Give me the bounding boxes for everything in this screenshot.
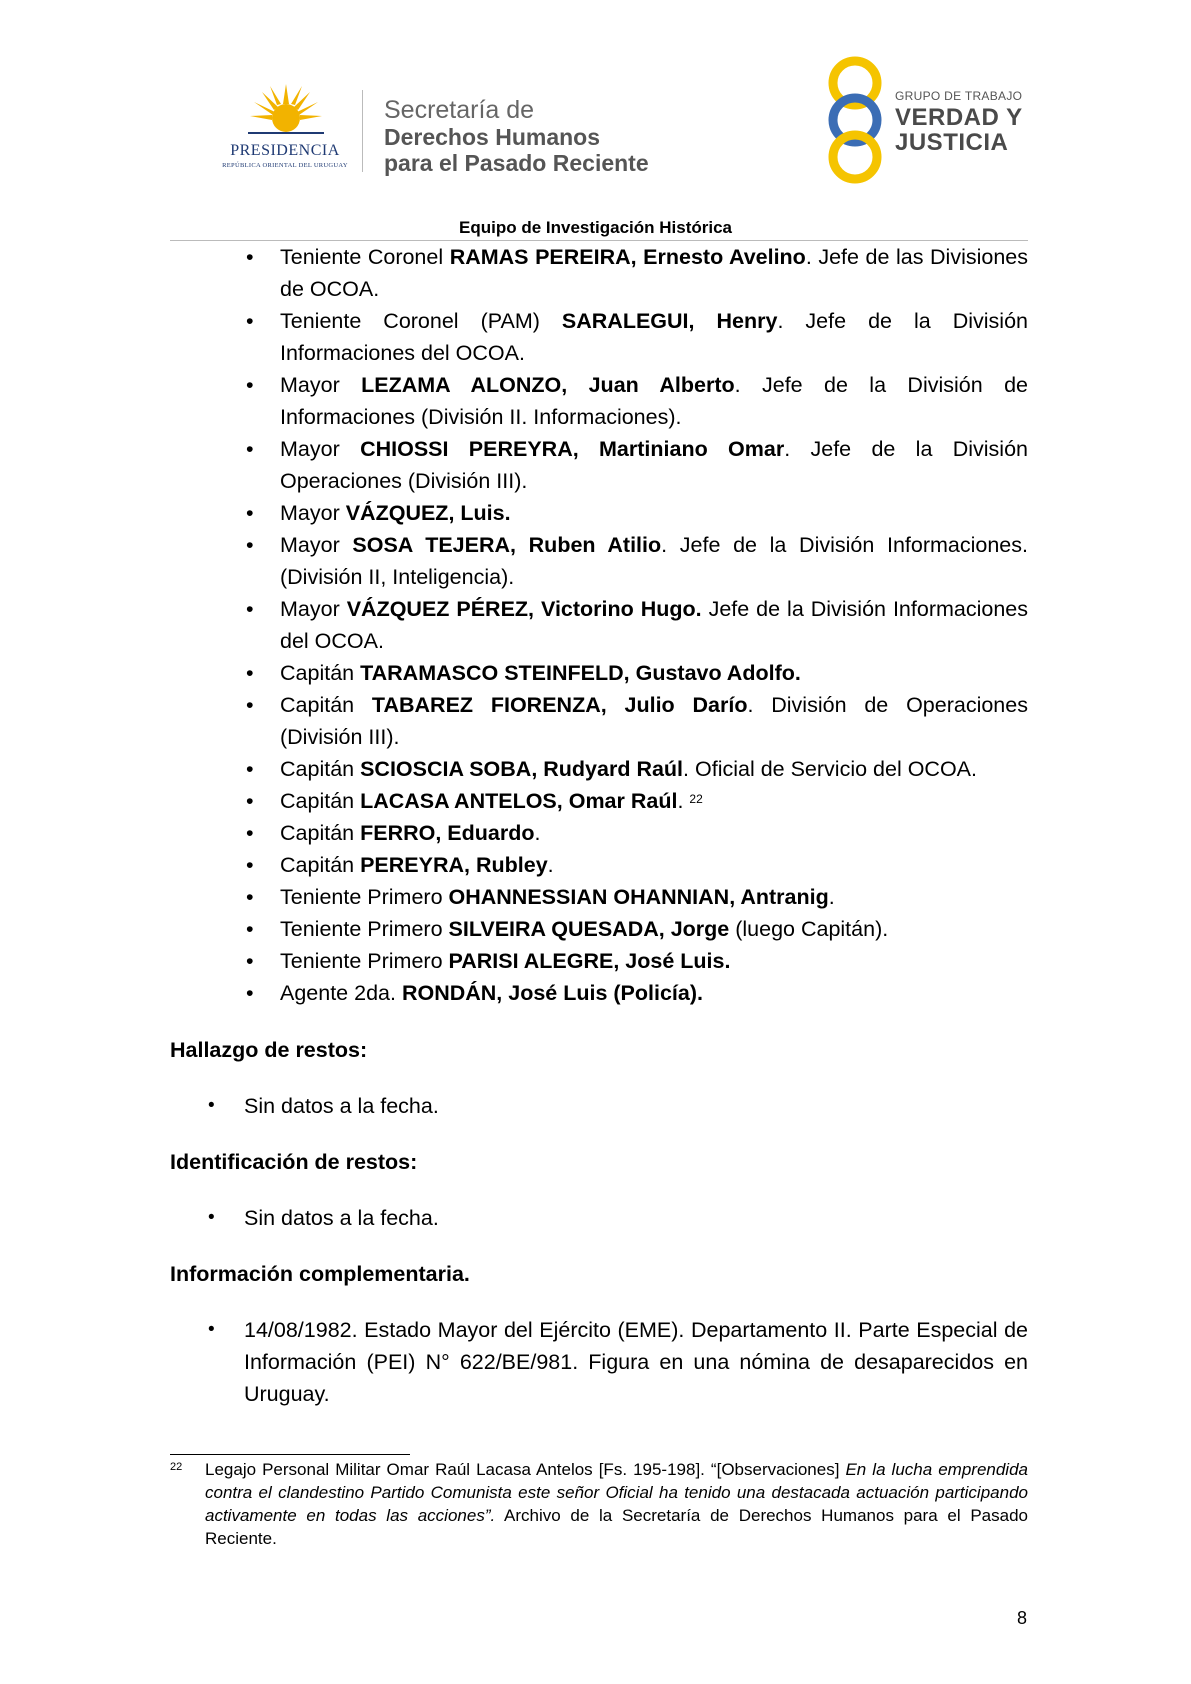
team-title: Equipo de Investigación Histórica	[459, 218, 732, 237]
officer-item	[170, 817, 1028, 849]
officer-item	[170, 881, 1028, 913]
officer-rank: Agente 2da.	[280, 981, 402, 1005]
officer-rank: Mayor	[280, 373, 362, 397]
officer-name: SCIOSCIA SOBA, Rudyard Raúl	[360, 757, 684, 781]
page-content	[170, 241, 1028, 1410]
officer-name: LEZAMA ALONZO, Juan Alberto	[361, 373, 735, 397]
officer-role: (luego Capitán).	[729, 917, 889, 941]
secretaria-line1: Secretaría de	[384, 96, 535, 124]
officer-item	[170, 977, 1028, 1009]
page-header	[0, 0, 1191, 237]
officer-rank: Mayor	[280, 597, 347, 621]
officer-rank: Teniente Primero	[280, 949, 449, 973]
officer-rank: Capitán	[280, 757, 361, 781]
officer-role: . Oficial de Servicio del OCOA.	[683, 757, 977, 781]
logo-divider	[362, 90, 363, 172]
identificacion-heading: Identificación de restos:	[170, 1150, 418, 1174]
justicia-label: JUSTICIA	[895, 129, 1009, 156]
officer-rank: Teniente Coronel	[280, 245, 450, 269]
officer-rank: Capitán	[280, 789, 361, 813]
officer-item	[170, 753, 1028, 785]
officer-rank: Capitán	[280, 693, 372, 717]
officer-list	[170, 241, 1028, 1009]
footnote-text-end: Archivo de la Secretaría de Derechos Humanos para el Pasado Reciente.	[205, 1506, 1028, 1548]
footnote-number: 22	[170, 1461, 183, 1473]
officer-name: SOSA TEJERA, Ruben Atilio	[352, 533, 662, 557]
footnote-quote: En la lucha emprendida contra el clandestino Partido Comunista este señor Oficial ha tenido una destacada actuación participando activamente en todas las acciones”.	[205, 1460, 1028, 1525]
hallazgo-heading: Hallazgo de restos:	[170, 1038, 368, 1062]
officer-rank: Mayor	[280, 501, 346, 525]
officer-role: .	[677, 789, 690, 813]
officer-role: .	[828, 885, 835, 909]
officer-name: PEREYRA, Rubley	[360, 853, 548, 877]
officer-item	[170, 433, 1028, 497]
verdad-label: VERDAD Y	[895, 104, 1023, 131]
officer-item	[170, 241, 1028, 305]
officer-role: . División de Operaciones (División III).	[280, 693, 1028, 749]
officer-item	[170, 913, 1028, 945]
grupo-label: GRUPO DE TRABAJO	[895, 89, 1023, 103]
presidencia-subtitle: REPÚBLICA ORIENTAL DEL URUGUAY	[222, 162, 348, 169]
officer-role: . Jefe de la División de Informaciones (División II. Informaciones).	[280, 373, 1028, 429]
officer-rank: Capitán	[280, 821, 361, 845]
page-number: 8	[1017, 1608, 1028, 1628]
officer-rank: Teniente Primero	[280, 885, 449, 909]
secretaria-logo	[384, 96, 649, 176]
officer-item	[170, 657, 1028, 689]
footnote-text	[205, 1458, 1028, 1550]
officer-role: .	[547, 853, 554, 877]
officer-rank: Capitán	[280, 853, 361, 877]
verdad-justicia-logo	[820, 55, 1030, 185]
officer-name: CHIOSSI PEREYRA, Martiniano Omar	[360, 437, 785, 461]
sun-icon	[248, 82, 324, 142]
footnote-rule	[170, 1454, 410, 1455]
secretaria-line3: para el Pasado Reciente	[384, 150, 649, 176]
officer-name: RAMAS PEREIRA, Ernesto Avelino	[449, 245, 806, 269]
officer-rank: Teniente Coronel (PAM)	[280, 309, 562, 333]
officer-item	[170, 369, 1028, 433]
officer-role: .	[534, 821, 541, 845]
chain-rings-icon	[820, 55, 890, 185]
officer-name: LACASA ANTELOS, Omar Raúl	[360, 789, 678, 813]
officer-item	[170, 593, 1028, 657]
officer-role: . Jefe de la División Informaciones del OCOA.	[280, 309, 1028, 365]
identificacion-item: • Sin datos a la fecha.	[170, 1202, 1028, 1234]
officer-rank: Capitán	[280, 661, 361, 685]
officer-rank: Mayor	[280, 437, 361, 461]
officer-name: RONDÁN, José Luis (Policía).	[401, 981, 703, 1005]
officer-item	[170, 849, 1028, 881]
officer-name: FERRO, Eduardo	[360, 821, 535, 845]
footnote-reference[interactable]: 22	[689, 792, 703, 806]
hallazgo-item: • Sin datos a la fecha.	[170, 1090, 1028, 1122]
officer-name: OHANNESSIAN OHANNIAN, Antranig	[448, 885, 829, 909]
informacion-item: • 14/08/1982. Estado Mayor del Ejército (EME). Departamento II. Parte Especial de Información (PEI) N° 622/BE/981. Figura en una nómina de desaparecidos en Uruguay.	[170, 1314, 1028, 1410]
officer-name: TARAMASCO STEINFELD, Gustavo Adolfo.	[360, 661, 801, 685]
officer-name: VÁZQUEZ, Luis.	[345, 501, 511, 525]
officer-name: VÁZQUEZ PÉREZ, Victorino Hugo.	[346, 597, 702, 621]
officer-role: . Jefe de la División Informaciones. (División II, Inteligencia).	[280, 533, 1028, 589]
informacion-heading: Información complementaria.	[170, 1262, 470, 1286]
officer-item	[170, 945, 1028, 977]
officer-name: SILVEIRA QUESADA, Jorge	[448, 917, 730, 941]
officer-rank: Teniente Primero	[280, 917, 449, 941]
secretaria-line2: Derechos Humanos	[384, 124, 601, 150]
officer-name: PARISI ALEGRE, José Luis.	[448, 949, 731, 973]
officer-name: SARALEGUI, Henry	[561, 309, 778, 333]
officer-item	[170, 305, 1028, 369]
presidencia-name: PRESIDENCIA	[230, 142, 340, 159]
officer-role: . Jefe de la División Operaciones (División III).	[280, 437, 1028, 493]
officer-item	[170, 785, 1028, 817]
footnote-text-start: Legajo Personal Militar Omar Raúl Lacasa Antelos [Fs. 195-198]. “[Observaciones]	[205, 1460, 846, 1479]
officer-role: Jefe de la División Informaciones del OCOA.	[280, 597, 1028, 653]
officer-item	[170, 689, 1028, 753]
officer-item	[170, 497, 1028, 529]
footnote	[170, 1458, 1028, 1550]
officer-role: . Jefe de las Divisiones de OCOA.	[280, 245, 1029, 301]
officer-item	[170, 529, 1028, 593]
officer-name: TABAREZ FIORENZA, Julio Darío	[371, 693, 748, 717]
presidencia-logo	[210, 82, 362, 174]
officer-rank: Mayor	[280, 533, 353, 557]
